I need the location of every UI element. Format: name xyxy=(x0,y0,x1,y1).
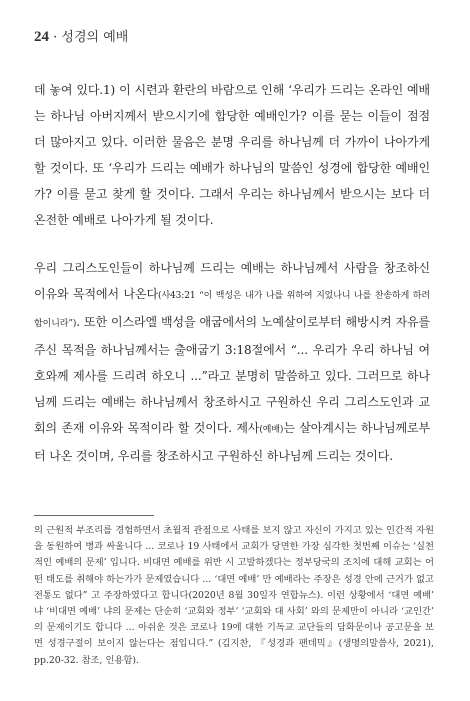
footnote-text: 의 근원적 부조리를 경험하면서 초월적 관점으로 사태를 보지 않고 자신이 가지고 있는 인간적 자원을 동원하여 병과 싸울니다 ... 코로나 19 사태에서 교회가 당면한 가장 심각한 첫번째 이슈는 ‘실천적인 예배의 문제’ 입니다. 비대면 예배를 위반 시 고발하겠다는 정부당국의 조치에 대해 교회는 어떤 태도를 취해야 하는가가 문제였습니다 ... ‘대면 예배’ 만 예배라는 주장은 성경 안에 근거가 없고 전통도 없다” 고 주장하였다고 합니다(2020년 8월 30일자 연합뉴스). 이런 상황에서 ‘대면 예배’ 냐 ‘비대면 예배’ 냐의 문제는 단순히 ‘교회와 정부’ ‘교회와 대 사회’ 와의 문제만이 아니라 ‘교인간’ 의 문제이기도 합니다 ... 아쉬운 것은 코로나 19에 대한 기독교 교단들의 담화문이나 공고문을 보면 성경구절이 보이지 않는다는 점입니다.” (김지찬, 『성경과 팬데믹』(생명의말씀사, 2021), pp.20-32. 참조, 인용함). xyxy=(34,525,434,666)
paragraph-2-part-a: 우리 그리스도인들이 하나님께 드리는 예배는 하나님께서 사람을 창조하신 이유와 목적에서 나온다 xyxy=(34,261,430,301)
paragraph-2-part-b: . 또한 이스라엘 백성을 애굽에서의 노예살이로부터 해방시켜 자유를 주신 목적을 하나님께서는 출애굽기 3:18절에서 “... 우리가 우리 하나님 여호와께 제사를 드리려 하오니 ...”라고 분명히 말씀하고 있다. 그러므로 하나님께 드리는 예배는 하나님께서 창조하시고 구원하신 우리 그리스도인과 교회의 존재 이유와 목적이라 할 것이다. 제사 xyxy=(34,315,430,435)
footnote-divider xyxy=(34,515,154,516)
body-text xyxy=(34,77,430,469)
section-title: · 성경의 예배 xyxy=(53,30,129,45)
paragraph-2 xyxy=(34,255,430,469)
paragraph-2-part-c: 는 살아계시는 하나님께로부터 나온 것이며, 우리를 창조하시고 구원하신 하나님께 드리는 것이다. xyxy=(34,421,430,463)
worship-note: (예배) xyxy=(259,425,284,435)
running-header xyxy=(34,26,128,46)
scripture-note: (사43:21 “이 백성은 내가 나를 위하여 지었나니 나를 찬송하게 하려 함이니라”) xyxy=(34,291,430,329)
paragraph-1: 데 놓여 있다.1) 이 시련과 환란의 바람으로 인해 ‘우리가 드리는 온라인 예배는 하나님 아버지께서 받으시기에 합당한 예배인가? 이를 묻는 이들이 점점 더 많아지고 있다. 이러한 물음은 분명 우리를 하나님께 더 가까이 나아가게 할 것이다. 또 ‘우리가 드리는 예배가 하나님의 말씀인 성경에 합당한 예배인가? 이를 묻고 찾게 할 것이다. 그래서 우리는 하나님께서 받으시는 보다 더 온전한 예배로 나아가게 될 것이다. xyxy=(34,83,430,227)
page-number: 24 xyxy=(34,29,49,45)
